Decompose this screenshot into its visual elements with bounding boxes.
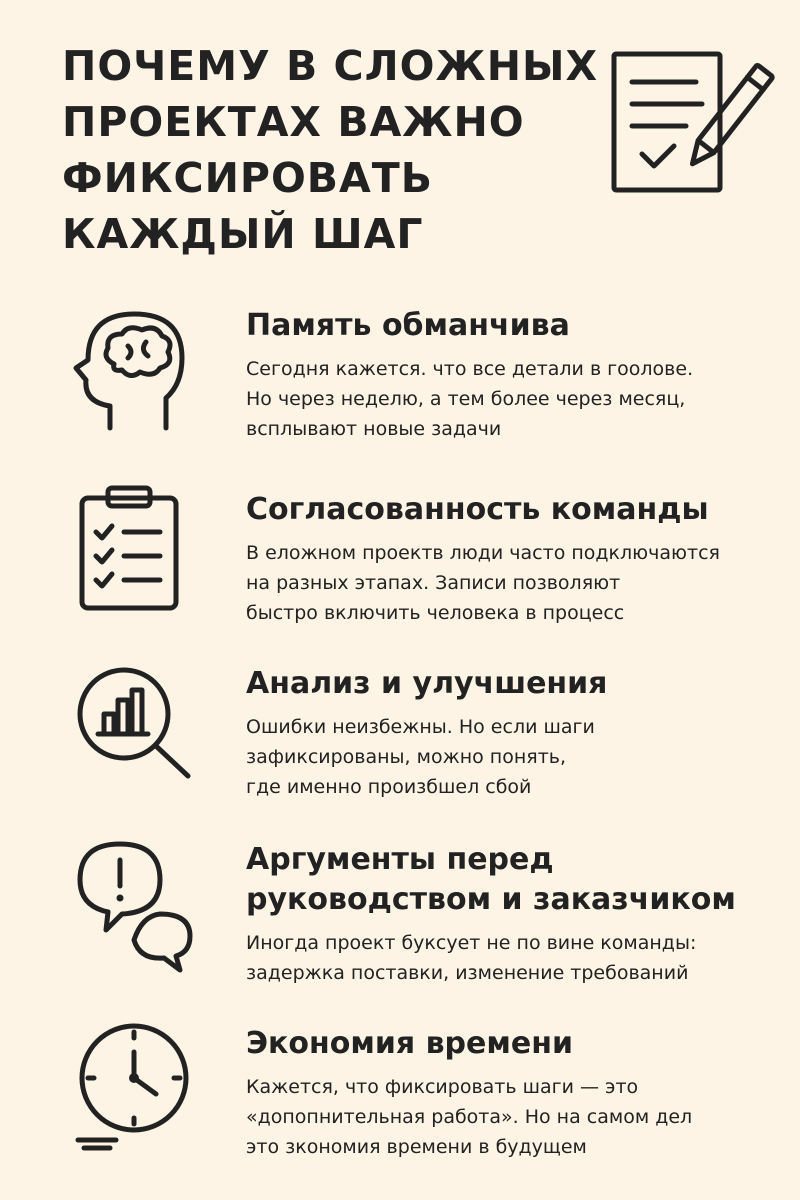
item-title: [246, 840, 776, 920]
item-title: [246, 1024, 776, 1064]
magnifier-chart-icon: [70, 664, 198, 792]
item-title: [246, 664, 776, 704]
clock-icon: [70, 1022, 198, 1150]
item-description: [246, 928, 776, 988]
item-text-line: Но через неделю, а тем более через месяц,: [246, 388, 686, 410]
item-text-line: Ошибки неизбежны. Но если шаги: [246, 716, 595, 738]
item-description: [246, 538, 776, 628]
item-title-line: Анализ и улучшения: [246, 666, 608, 701]
item-text-line: быстро включить человека в процесс: [246, 602, 625, 624]
item-text-line: Кажется, что фиксировать шаги — это: [246, 1076, 639, 1098]
item-title: [246, 490, 776, 530]
title-line: КАЖДЫЙ ШАГ: [62, 210, 424, 258]
speech-bubbles-icon: [70, 840, 198, 968]
item-text-line: где именно произбшел сбой: [246, 776, 532, 798]
item-text-line: В еложном проектв люди часто подключаются: [246, 542, 720, 564]
item-text-line: «допопнительная работа». Но на самом дел: [246, 1106, 693, 1128]
document-pencil-icon: [604, 46, 764, 196]
item-text-line: Иногда проект буксует не по вине команды:: [246, 932, 697, 954]
title-line: ПРОЕКТАХ ВАЖНО: [62, 98, 525, 146]
page-title: [62, 38, 602, 262]
head-brain-icon: [70, 306, 198, 434]
title-line: ПОЧЕМУ В СЛОЖНЫХ: [62, 42, 599, 90]
item-title-line: Память обманчива: [246, 308, 570, 343]
item-title-line: руководством и заказчиком: [246, 882, 736, 917]
title-line: ФИКСИРОВАТЬ: [62, 154, 433, 202]
item-text-line: задержка поставки, изменение требований: [246, 962, 689, 984]
item-title-line: Согласованность команды: [246, 492, 709, 527]
item-title-line: Аргументы перед: [246, 842, 554, 877]
item-text-line: Сегодня кажется. что все детали в гоолове.: [246, 358, 694, 380]
item-title: [246, 306, 776, 346]
item-text-line: всплывают новые задачи: [246, 418, 502, 440]
item-description: [246, 1072, 776, 1162]
item-text-line: зафиксированы, можно понять,: [246, 746, 567, 768]
clipboard-checklist-icon: [70, 484, 198, 612]
item-text-line: на разных этапах. Записи позволяют: [246, 572, 621, 594]
item-title-line: Экономия времени: [246, 1026, 573, 1061]
item-description: [246, 354, 776, 444]
item-description: [246, 712, 776, 802]
item-text-line: это зкономия времени в будущем: [246, 1136, 587, 1158]
